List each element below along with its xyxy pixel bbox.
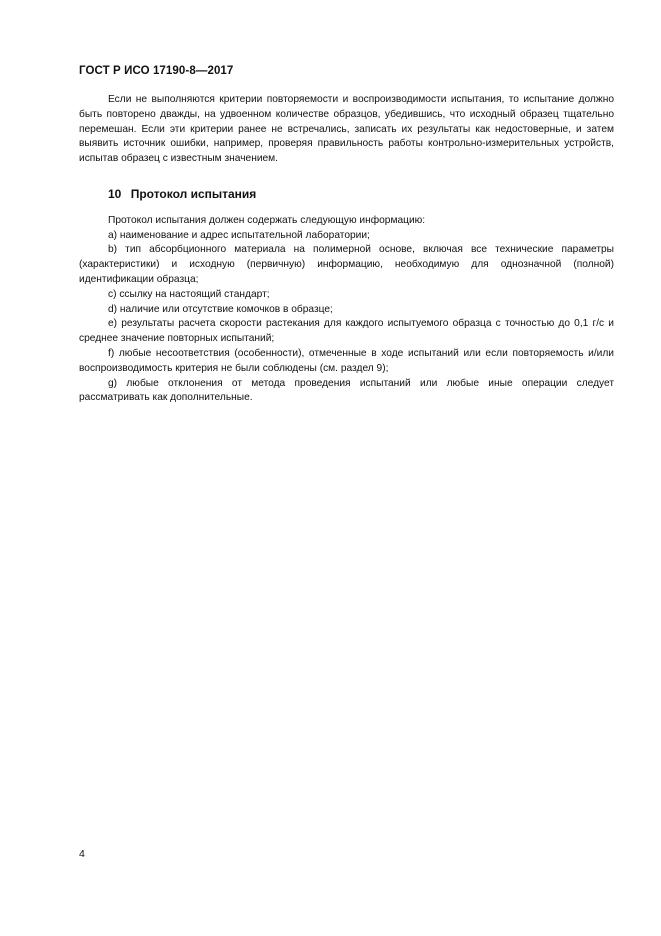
list-item: g) любые отклонения от метода проведения испытаний или любые иные операции следует рассматривать как дополнительные. (79, 377, 614, 404)
list-item: d) наличие или отсутствие комочков в образце; (108, 303, 333, 315)
list-item: с) ссылку на настоящий стандарт; (108, 288, 270, 300)
page-body (79, 93, 614, 406)
section-heading (108, 187, 614, 202)
section-title: Протокол испытания (130, 186, 257, 201)
list-item: f) любые несоответствия (особенности), отмеченные в ходе испытаний или если повторяемость и/или воспроизводимость критерия не были соблюдены (см. раздел 9); (79, 347, 614, 374)
page-number: 4 (79, 848, 85, 860)
section-lead: Протокол испытания должен содержать следующую информацию: (108, 214, 426, 226)
list-item: а) наименование и адрес испытательной лаборатории; (108, 229, 370, 241)
document-header: ГОСТ Р ИСО 17190-8—2017 (79, 65, 234, 77)
section-number: 10 (108, 186, 122, 201)
list-item: е) результаты расчета скорости растекания для каждого испытуемого образца с точностью до 0,1 г/с и среднее значение повторных испытаний; (79, 318, 614, 345)
intro-paragraph: Если не выполняются критерии повторяемости и воспроизводимости испытания, то испытание должно быть повторено дважды, на удвоенном количестве образцов, убедившись, что исходный образец тщательно перемешан. Если эти критерии ранее не встречались, записать их результаты как недостоверные, и затем выявить источник ошибки, например, проверяя правильность работы контрольно-измерительных устройств, испытав образец с известным значением. (79, 94, 614, 165)
list-item: b) тип абсорбционного материала на полимерной основе, включая все технические параметры (характеристики) и исходную (первичную) информацию, необходимую для однозначной (полной) идентификации образца; (79, 244, 614, 285)
